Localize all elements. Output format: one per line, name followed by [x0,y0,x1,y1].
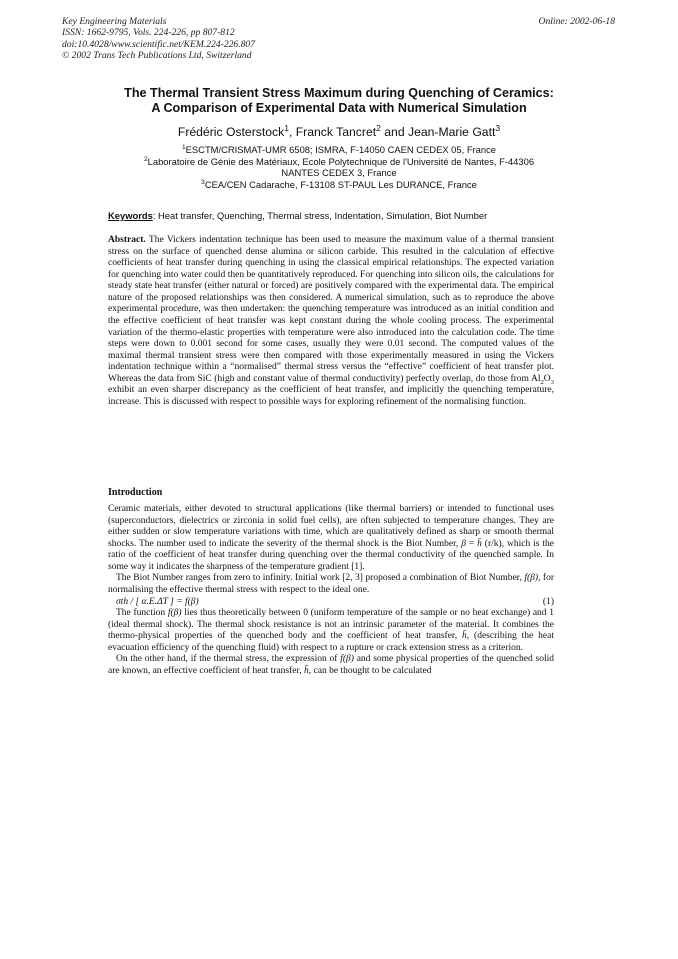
abstract-label: Abstract. [108,235,146,245]
keywords-text: Heat transfer, Quenching, Thermal stress, Indentation, Simulation, Biot Number [158,210,488,221]
intro-paragraph-3: The function f(β) lies thus theoretically between 0 (uniform temperature of the sample or no heat exchange) and 1 (ideal thermal shock). The thermal shock resistance is not an intrinsic parameter of the material. It combines the thermo-physical properties of the quenched body and the coefficient of heat transfer, h̄, (describing the heat evacuation efficiency of the quenching fluid) with respect to a rupture or crack extension stress as a criterion. [108,608,555,653]
author-2-affil: 2 [376,122,381,133]
paper-title [60,86,618,117]
title-line-1: The Thermal Transient Stress Maximum during Quenching of Ceramics: [124,86,554,100]
title-line-2: A Comparison of Experimental Data with Numerical Simulation [151,101,527,116]
affiliation-2: $^2$Laboratoire de Génie des Matériaux, Ecole Polytechnique de l'Université de Nantes, F-44306 [143,155,535,167]
abstract-text-2: exhibit an even sharper discrepancy as the coefficient of heat transfer, and implicitly the quenching temperature, increase. This is discussed with respect to possible ways for exploring refinement of the normalising function. [108,385,554,407]
equation-text: σth / [ α.E.ΔT ] = f(β) [116,596,199,607]
introduction-heading: Introduction [108,487,163,498]
author-3: Jean-Marie Gatt [407,125,496,139]
beta-symbol: β [461,538,466,549]
alumina-sub-3: 3 [550,378,554,386]
equation-number: (1) [542,596,554,607]
h-bar-symbol: h̄ [477,538,482,549]
intro-paragraph-2: The Biot Number ranges from zero to infinity. Initial work [2, 3] proposed a combination of Biot Number, f(β), for normalising the effective thermal stress with respect to the ideal one. [108,573,554,595]
intro-paragraph-1: Ceramic materials, either devoted to structural applications (like thermal barriers) or intended to functional uses (superconductors, dielectrics or zirconia in solid fuel cells), are often subjected to temperature changes. They are either sudden or slow temperature variations with time, which are qualitatively defined as sharp or smooth thermal shocks. The number used to indicate the severity of the thermal shock is the Biot Number, β = h̄ (r/k), which is the ratio of the coefficient of heat transfer during quenching over the thermal conductivity of the quenched sample. In some way it indicates the sharpness of the temperature gradient [1]. [108,504,554,572]
alumina-o: O [543,373,551,384]
affiliation-2-cont: NANTES CEDEX 3, France [281,167,397,179]
keywords-label: Keywords [108,210,153,221]
keywords-colon: : [152,210,159,221]
author-sep-1: , [288,125,296,139]
doi-line: doi:10.4028/www.scientific.net/KEM.224-226.807 [62,38,256,50]
copyright-line: © 2002 Trans Tech Publications Ltd, Switzerland [62,50,252,62]
author-list [60,122,618,139]
introduction-body [108,504,554,677]
abstract-text-1: The Vickers indentation technique has been used to measure the maximum value of a thermal transient stress on the surface of quenched dense alumina or silicon carbide. This resulted in the calculation of effective coefficients of heat transfer during quenching in using the classical empirical relationships. The expected variation for quenching into water could then be quantitatively reproduced. For quenching into silicon oils, the calculations for steady state heat transfer (either natural or forced) are positively compared with the experimental data. The empirical nature of the proposed relationships was then considered. A numerical simulation, such as to reproduce the above experimental procedure, was then undertaken: the quenching temperature was introduced as an initial condition and the effective coefficient of heat transfer was kept constant during the whole cooling process. The experimental variation of the thermo-elastic properties with temperature were also introduced into the calculation code. The time steps were down to 0.001 second for some cases, usually they were 0.01 second. The computed values of the maximal thermal transient stress were then compared with those experimentally measured in using the Vickers indentation technique within a “normalised” thermal stress versus the “effective” coefficient of heat transfer plot. Whereas the data from SiC (high and constant value of thermal conductivity) perfectly overlap, do those from Al [108,235,554,384]
online-date: Online: 2002-06-18 [538,16,615,27]
author-1: Frédéric Osterstock [177,125,285,139]
affiliation-1: $^1$ESCTM/CRISMAT-UMR 6508; ISMRA, F-14050 CAEN CEDEX 05, France [182,143,496,155]
equation-1 [108,597,554,609]
affiliation-3: $^3$CEA/CEN Cadarache, F-13108 ST-PAUL Les DURANCE, France [201,178,477,190]
author-3-affil: 3 [495,122,501,133]
author-1-affil: 1 [284,122,289,133]
journal-name: Key Engineering Materials [62,16,167,27]
intro-paragraph-4: On the other hand, if the thermal stress, the expression of f(β) and some physical properties of the quenched solid are known, an effective coefficient of heat transfer, h̄, can be thought to be calculated [108,654,554,676]
abstract [108,235,554,408]
author-sep-2: and [380,125,408,139]
affiliations [60,144,618,190]
issn-line: ISSN: 1662-9795, Vols. 224-226, pp 807-812 [62,27,235,39]
alumina-sub-2: 2 [540,378,544,386]
author-2: Franck Tancret [295,125,377,139]
journal-header [62,16,255,62]
keywords [108,210,578,221]
